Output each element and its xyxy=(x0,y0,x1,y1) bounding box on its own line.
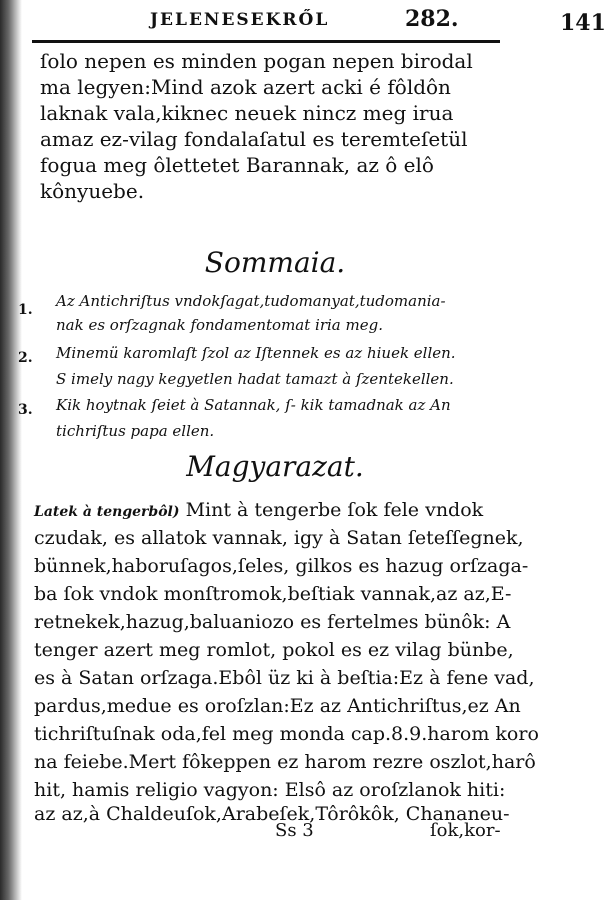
header-rule xyxy=(32,40,500,43)
body-line: es à Satan orſzaga.Ebôl üz ki à beſtia:Ez à fene vad, xyxy=(34,667,535,689)
text-line: laknak vala,kiknec neuek nincz meg irua xyxy=(40,101,454,125)
lemma: Latek à tengerbôl) xyxy=(34,504,180,520)
signature-mark: Ss 3 xyxy=(275,820,314,841)
summary-line: nak es orſzagnak fondamentomat iria meg. xyxy=(56,316,383,334)
body-line: retnekek,hazug,baluaniozo es fertelmes bünôk: A xyxy=(34,611,511,633)
text-line: amaz ez-vilag fondalaſatul es teremteſetül xyxy=(40,127,468,151)
body-line: czudak, es allatok vannak, igy à Satan ſeteſſegnek, xyxy=(34,527,524,549)
running-head: JELENESEKRŐL xyxy=(150,10,330,30)
body-line: ba ſok vndok monſtromok,beſtiak vannak,az az,E- xyxy=(34,583,512,605)
summary-line: Minemü karomlaſt ſzol az Iſtennek es az hiuek ellen. xyxy=(56,344,456,362)
page-gutter-shadow xyxy=(0,0,22,900)
summary-number: 2. xyxy=(18,350,33,366)
body-text: Mint à tengerbe ſok fele vndok xyxy=(185,499,484,521)
text-line: ſolo nepen es minden pogan nepen birodal xyxy=(40,49,473,73)
body-line: pardus,medue es oroſzlan:Ez az Antichriſtus,ez An xyxy=(34,695,521,717)
text-line: fogua meg ôlettetet Barannak, az ô elô xyxy=(40,153,434,177)
body-line: tichriſtuſnak oda,fel meg monda cap.8.9.harom koro xyxy=(34,723,539,745)
summary-line: tichriſtus papa ellen. xyxy=(56,422,215,440)
text-line: kônyuebe. xyxy=(40,179,145,203)
summary-line: Az Antichriſtus vndokſagat,tudomanyat,tudomania- xyxy=(56,292,446,310)
body-line: na feiebe.Mert fôkeppen ez harom rezre oszlot,harô xyxy=(34,751,536,773)
margin-folio-mark: 141 xyxy=(560,10,606,36)
magyarazat-heading: Magyarazat. xyxy=(186,450,364,483)
text-line: ma legyen:Mind azok azert acki é fôldôn xyxy=(40,75,451,99)
body-line: bünnek,haboruſagos,ſeles, gilkos es hazug orſzaga- xyxy=(34,555,529,577)
page-number: 282. xyxy=(405,6,459,32)
body-line xyxy=(34,499,483,521)
summary-line: S imely nagy kegyetlen hadat tamazt à ſzentekellen. xyxy=(56,370,454,388)
summary-number: 1. xyxy=(18,302,33,318)
catchword: ſok,kor- xyxy=(430,820,501,841)
top-paragraph xyxy=(40,48,510,204)
summary-number: 3. xyxy=(18,402,33,418)
body-line: az az,à Chaldeuſok,Arabeſek,Tôrôkôk, Chananeu- xyxy=(34,803,510,825)
body-line: tenger azert meg romlot, pokol es ez vilag bünbe, xyxy=(34,639,514,661)
summary-line: Kik hoytnak ſeiet à Satannak, ſ- kik tamadnak az An xyxy=(56,396,451,414)
sommaia-heading: Sommaia. xyxy=(204,246,346,279)
body-line: hit, hamis religio vagyon: Elsô az oroſzlanok hiti: xyxy=(34,779,506,801)
